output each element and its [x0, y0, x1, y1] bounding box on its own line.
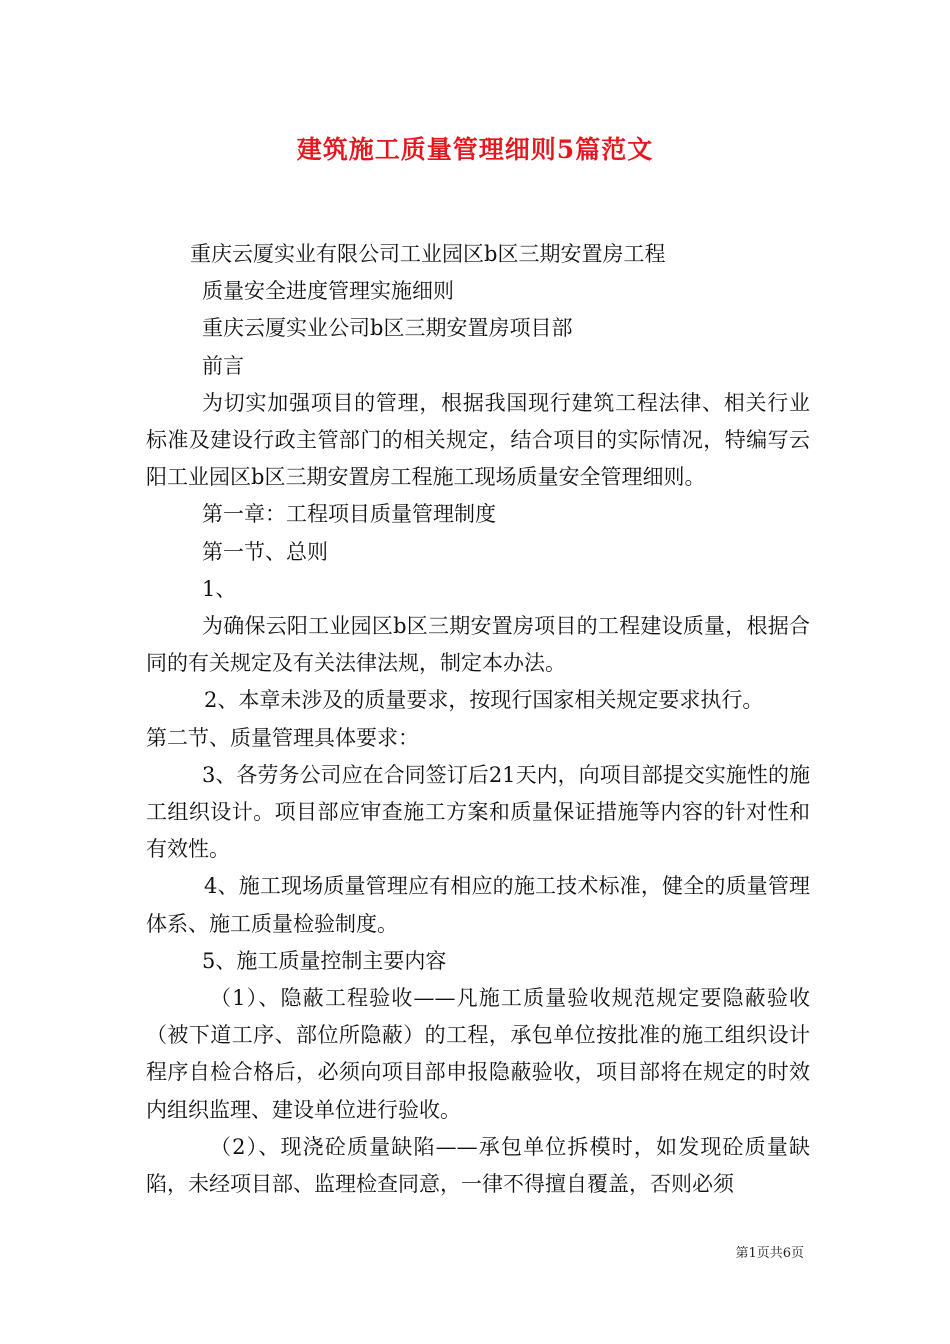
paragraph-item-5: 5、施工质量控制主要内容 [202, 948, 447, 973]
paragraph-subtitle: 质量安全进度管理实施细则 [202, 279, 454, 304]
document-body [146, 236, 810, 1203]
paragraph-preface: 为切实加强项目的管理，根据我国现行建筑工程法律、相关行业标准及建设行政主管部门的相关规定，结合项目的实际情况，特编写云阳工业园区b区三期安置房工程施工现场质量安全管理细则。 [146, 390, 810, 490]
paragraph-item-4: 4、施工现场质量管理应有相应的施工技术标准，健全的质量管理体系、施工质量检验制度。 [146, 874, 810, 936]
paragraph-section-2-heading: 第二节、质量管理具体要求： [146, 725, 419, 750]
paragraph-preface-heading: 前言 [202, 353, 244, 378]
paragraph-item-3: 3、各劳务公司应在合同签订后21天内，向项目部提交实施性的施工组织设计。项目部应审查施工方案和质量保证措施等内容的针对性和有效性。 [146, 762, 810, 862]
paragraph-section-heading: 第一节、总则 [202, 539, 328, 564]
paragraph-department: 重庆云厦实业公司b区三期安置房项目部 [202, 316, 573, 341]
page-number: 第1页共6页 [735, 1246, 804, 1261]
document-title: 建筑施工质量管理细则5篇范文 [296, 135, 654, 164]
paragraph-item-5-2: （2）、现浇砼质量缺陷——承包单位拆模时，如发现砼质量缺陷，未经项目部、监理检查同意，一律不得擅自覆盖，否则必须 [146, 1134, 810, 1197]
paragraph-item-2: 2、本章未涉及的质量要求，按现行国家相关规定要求执行。 [204, 688, 764, 713]
paragraph-chapter-heading: 第一章：工程项目质量管理制度 [202, 502, 496, 527]
paragraph-company-project: 重庆云厦实业有限公司工业园区b区三期安置房工程 [190, 242, 666, 266]
paragraph-item-1-label: 1、 [202, 576, 237, 601]
paragraph-item-5-1: （1）、隐蔽工程验收——凡施工质量验收规范规定要隐蔽验收（被下道工序、部位所隐蔽）的工程，承包单位按批准的施工组织设计程序自检合格后，必须向项目部申报隐蔽验收，项目部将在规定的时效内组织监理、建设单位进行验收。 [146, 986, 810, 1122]
paragraph-item-1: 为确保云阳工业园区b区三期安置房项目的工程建设质量，根据合同的有关规定及有关法律法规，制定本办法。 [146, 614, 810, 676]
